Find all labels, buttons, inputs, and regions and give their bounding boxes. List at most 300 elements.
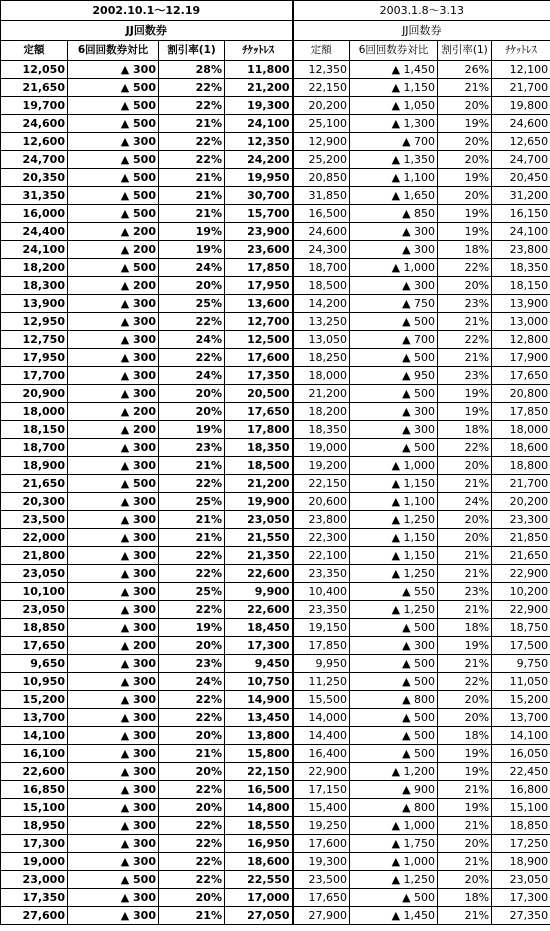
right-ticketless-cell: 11,050: [492, 673, 550, 691]
right-discount-rate-cell: 22%: [438, 439, 492, 457]
table-row: [1, 313, 550, 331]
table-row: [1, 133, 550, 151]
left-fixed-fare-cell: 18,700: [1, 439, 68, 457]
right-ticketless-cell: 13,000: [492, 313, 550, 331]
right-discount-rate-cell: 24%: [438, 493, 492, 511]
table-row: [1, 799, 550, 817]
right-coupon-diff-cell: ▲ 500: [350, 673, 438, 691]
left-coupon-diff-cell: ▲ 500: [68, 205, 159, 223]
left-coupon-diff-cell: ▲ 300: [68, 691, 159, 709]
table-row: [1, 709, 550, 727]
left-fixed-fare-cell: 22,000: [1, 529, 68, 547]
table-row: [1, 637, 550, 655]
table-row: [1, 907, 550, 925]
right-fixed-fare-cell: 17,650: [293, 889, 350, 907]
right-discount-rate-cell: 20%: [438, 511, 492, 529]
right-discount-rate-cell: 20%: [438, 709, 492, 727]
right-fixed-fare-cell: 17,600: [293, 835, 350, 853]
right-ticketless-cell: 21,700: [492, 79, 550, 97]
left-fixed-fare-cell: 22,600: [1, 763, 68, 781]
left-discount-rate-cell: 22%: [159, 349, 225, 367]
right-discount-rate-cell: 21%: [438, 349, 492, 367]
right-ticketless-cell: 31,200: [492, 187, 550, 205]
right-fixed-fare-cell: 12,350: [293, 61, 350, 79]
left-discount-rate-cell: 22%: [159, 601, 225, 619]
fare-table-body: [1, 1, 550, 925]
right-coupon-diff-cell: ▲ 800: [350, 799, 438, 817]
left-ticketless-cell: 18,600: [225, 853, 293, 871]
left-fixed-fare-cell: 15,100: [1, 799, 68, 817]
left-discount-rate-cell: 22%: [159, 835, 225, 853]
table-row: [1, 673, 550, 691]
left-ticketless-cell: 24,100: [225, 115, 293, 133]
right-coupon-diff-cell: ▲ 1,450: [350, 61, 438, 79]
right-discount-rate-cell: 18%: [438, 619, 492, 637]
left-discount-rate-cell: 22%: [159, 709, 225, 727]
left-discount-rate-cell: 19%: [159, 619, 225, 637]
left-ticketless-cell: 17,300: [225, 637, 293, 655]
left-fixed-fare-cell: 17,300: [1, 835, 68, 853]
left-coupon-diff-cell: ▲ 300: [68, 349, 159, 367]
left-discount-rate-cell: 28%: [159, 61, 225, 79]
table-row: [1, 655, 550, 673]
left-fixed-fare-cell: 19,000: [1, 853, 68, 871]
table-row: [1, 223, 550, 241]
left-discount-rate-cell: 22%: [159, 871, 225, 889]
left-coupon-diff-cell: ▲ 300: [68, 565, 159, 583]
right-fixed-fare-cell: 14,000: [293, 709, 350, 727]
right-ticketless-cell: 16,150: [492, 205, 550, 223]
right-fixed-fare-cell: 23,350: [293, 601, 350, 619]
right-ticketless-cell: 22,900: [492, 601, 550, 619]
left-fixed-fare-cell: 23,050: [1, 601, 68, 619]
left-ticketless-cell: 11,800: [225, 61, 293, 79]
table-row: [1, 97, 550, 115]
right-fixed-fare-cell: 15,400: [293, 799, 350, 817]
left-coupon-diff-cell: ▲ 300: [68, 889, 159, 907]
left-discount-rate-cell: 25%: [159, 295, 225, 313]
left-fixed-fare-cell: 13,900: [1, 295, 68, 313]
right-discount-rate-cell: 22%: [438, 259, 492, 277]
right-fixed-fare-cell: 9,950: [293, 655, 350, 673]
right-fixed-fare-cell: 18,700: [293, 259, 350, 277]
left-ticketless-cell: 17,950: [225, 277, 293, 295]
col-header-discount-rate: 割引率(1): [159, 41, 225, 61]
right-coupon-diff-cell: ▲ 1,000: [350, 817, 438, 835]
left-fixed-fare-cell: 20,350: [1, 169, 68, 187]
right-ticketless-cell: 18,000: [492, 421, 550, 439]
right-discount-rate-cell: 20%: [438, 457, 492, 475]
right-discount-rate-cell: 23%: [438, 295, 492, 313]
left-discount-rate-cell: 21%: [159, 187, 225, 205]
column-header-row: [1, 41, 550, 61]
right-coupon-diff-cell: ▲ 1,200: [350, 763, 438, 781]
left-discount-rate-cell: 22%: [159, 817, 225, 835]
right-coupon-diff-cell: ▲ 1,150: [350, 79, 438, 97]
right-ticketless-cell: 18,350: [492, 259, 550, 277]
left-ticketless-cell: 21,350: [225, 547, 293, 565]
right-ticketless-cell: 9,750: [492, 655, 550, 673]
left-coupon-diff-cell: ▲ 300: [68, 61, 159, 79]
right-coupon-diff-cell: ▲ 1,000: [350, 853, 438, 871]
left-fixed-fare-cell: 14,100: [1, 727, 68, 745]
right-ticketless-cell: 10,200: [492, 583, 550, 601]
left-coupon-diff-cell: ▲ 300: [68, 781, 159, 799]
left-fixed-fare-cell: 20,900: [1, 385, 68, 403]
left-fixed-fare-cell: 13,700: [1, 709, 68, 727]
right-discount-rate-cell: 19%: [438, 637, 492, 655]
left-fixed-fare-cell: 24,700: [1, 151, 68, 169]
right-discount-rate-cell: 18%: [438, 727, 492, 745]
right-fixed-fare-cell: 22,900: [293, 763, 350, 781]
right-coupon-diff-cell: ▲ 300: [350, 637, 438, 655]
right-discount-rate-cell: 21%: [438, 817, 492, 835]
left-discount-rate-cell: 22%: [159, 565, 225, 583]
left-discount-rate-cell: 19%: [159, 223, 225, 241]
table-row: [1, 511, 550, 529]
table-row: [1, 835, 550, 853]
right-fixed-fare-cell: 25,200: [293, 151, 350, 169]
left-coupon-diff-cell: ▲ 300: [68, 835, 159, 853]
right-discount-rate-cell: 23%: [438, 367, 492, 385]
right-coupon-diff-cell: ▲ 700: [350, 331, 438, 349]
table-row: [1, 367, 550, 385]
left-date-range: 2002.10.1～12.19: [1, 1, 293, 21]
left-coupon-diff-cell: ▲ 200: [68, 637, 159, 655]
left-coupon-diff-cell: ▲ 500: [68, 871, 159, 889]
table-row: [1, 259, 550, 277]
left-fixed-fare-cell: 27,600: [1, 907, 68, 925]
right-date-range: 2003.1.8～3.13: [293, 1, 550, 21]
right-coupon-diff-cell: ▲ 500: [350, 655, 438, 673]
right-discount-rate-cell: 21%: [438, 547, 492, 565]
left-coupon-diff-cell: ▲ 200: [68, 421, 159, 439]
right-fixed-fare-cell: 13,050: [293, 331, 350, 349]
right-discount-rate-cell: 18%: [438, 889, 492, 907]
right-coupon-diff-cell: ▲ 500: [350, 619, 438, 637]
left-coupon-diff-cell: ▲ 500: [68, 259, 159, 277]
table-row: [1, 79, 550, 97]
left-discount-rate-cell: 25%: [159, 583, 225, 601]
left-coupon-diff-cell: ▲ 300: [68, 709, 159, 727]
left-discount-rate-cell: 21%: [159, 511, 225, 529]
left-coupon-diff-cell: ▲ 300: [68, 457, 159, 475]
right-ticketless-cell: 15,200: [492, 691, 550, 709]
right-coupon-diff-cell: ▲ 1,150: [350, 475, 438, 493]
right-ticketless-cell: 21,650: [492, 547, 550, 565]
table-row: [1, 547, 550, 565]
right-fixed-fare-cell: 23,800: [293, 511, 350, 529]
left-fixed-fare-cell: 16,850: [1, 781, 68, 799]
left-coupon-diff-cell: ▲ 500: [68, 169, 159, 187]
left-discount-rate-cell: 21%: [159, 907, 225, 925]
left-ticketless-cell: 17,350: [225, 367, 293, 385]
left-ticketless-cell: 18,550: [225, 817, 293, 835]
right-ticketless-cell: 18,150: [492, 277, 550, 295]
left-coupon-diff-cell: ▲ 300: [68, 583, 159, 601]
table-row: [1, 727, 550, 745]
right-coupon-diff-cell: ▲ 950: [350, 367, 438, 385]
table-row: [1, 61, 550, 79]
left-coupon-diff-cell: ▲ 200: [68, 241, 159, 259]
left-fixed-fare-cell: 12,750: [1, 331, 68, 349]
right-coupon-diff-cell: ▲ 900: [350, 781, 438, 799]
table-row: [1, 817, 550, 835]
right-fixed-fare-cell: 21,200: [293, 385, 350, 403]
right-coupon-diff-cell: ▲ 500: [350, 727, 438, 745]
left-coupon-diff-cell: ▲ 500: [68, 79, 159, 97]
left-fixed-fare-cell: 23,050: [1, 565, 68, 583]
right-fixed-fare-cell: 22,100: [293, 547, 350, 565]
left-discount-rate-cell: 22%: [159, 79, 225, 97]
right-discount-rate-cell: 19%: [438, 169, 492, 187]
right-discount-rate-cell: 20%: [438, 835, 492, 853]
right-fixed-fare-cell: 19,300: [293, 853, 350, 871]
left-fixed-fare-cell: 21,650: [1, 475, 68, 493]
right-ticketless-cell: 18,750: [492, 619, 550, 637]
right-ticketless-cell: 20,450: [492, 169, 550, 187]
right-fixed-fare-cell: 23,500: [293, 871, 350, 889]
table-row: [1, 277, 550, 295]
left-coupon-diff-cell: ▲ 300: [68, 547, 159, 565]
table-row: [1, 565, 550, 583]
left-coupon-diff-cell: ▲ 300: [68, 799, 159, 817]
right-ticketless-cell: 24,600: [492, 115, 550, 133]
left-discount-rate-cell: 22%: [159, 133, 225, 151]
left-discount-rate-cell: 20%: [159, 277, 225, 295]
left-fixed-fare-cell: 18,950: [1, 817, 68, 835]
right-fixed-fare-cell: 25,100: [293, 115, 350, 133]
left-fixed-fare-cell: 23,000: [1, 871, 68, 889]
left-discount-rate-cell: 20%: [159, 727, 225, 745]
right-discount-rate-cell: 20%: [438, 133, 492, 151]
right-coupon-diff-cell: ▲ 1,100: [350, 493, 438, 511]
right-discount-rate-cell: 21%: [438, 853, 492, 871]
right-fixed-fare-cell: 16,500: [293, 205, 350, 223]
left-fixed-fare-cell: 24,100: [1, 241, 68, 259]
left-fixed-fare-cell: 18,300: [1, 277, 68, 295]
right-fixed-fare-cell: 19,200: [293, 457, 350, 475]
right-coupon-diff-cell: ▲ 1,250: [350, 511, 438, 529]
left-fixed-fare-cell: 31,350: [1, 187, 68, 205]
right-coupon-diff-cell: ▲ 1,050: [350, 97, 438, 115]
right-ticketless-cell: 14,100: [492, 727, 550, 745]
table-row: [1, 457, 550, 475]
right-fixed-fare-cell: 22,150: [293, 79, 350, 97]
left-ticketless-cell: 16,500: [225, 781, 293, 799]
left-discount-rate-cell: 20%: [159, 799, 225, 817]
right-ticketless-cell: 12,800: [492, 331, 550, 349]
left-coupon-diff-cell: ▲ 300: [68, 853, 159, 871]
right-coupon-diff-cell: ▲ 300: [350, 421, 438, 439]
right-fixed-fare-cell: 12,900: [293, 133, 350, 151]
right-group-title: JJ回数券: [293, 21, 550, 41]
left-discount-rate-cell: 24%: [159, 367, 225, 385]
right-ticketless-cell: 17,850: [492, 403, 550, 421]
table-row: [1, 115, 550, 133]
left-coupon-diff-cell: ▲ 300: [68, 331, 159, 349]
right-coupon-diff-cell: ▲ 1,000: [350, 259, 438, 277]
right-discount-rate-cell: 21%: [438, 313, 492, 331]
left-group-title: JJ回数券: [1, 21, 293, 41]
left-ticketless-cell: 23,900: [225, 223, 293, 241]
right-ticketless-cell: 18,800: [492, 457, 550, 475]
table-row: [1, 619, 550, 637]
table-row: [1, 763, 550, 781]
right-coupon-diff-cell: ▲ 550: [350, 583, 438, 601]
right-fixed-fare-cell: 23,350: [293, 565, 350, 583]
left-ticketless-cell: 23,600: [225, 241, 293, 259]
left-fixed-fare-cell: 18,200: [1, 259, 68, 277]
left-discount-rate-cell: 20%: [159, 637, 225, 655]
right-ticketless-cell: 22,450: [492, 763, 550, 781]
left-ticketless-cell: 22,600: [225, 565, 293, 583]
right-coupon-diff-cell: ▲ 500: [350, 439, 438, 457]
left-fixed-fare-cell: 18,900: [1, 457, 68, 475]
left-coupon-diff-cell: ▲ 200: [68, 223, 159, 241]
table-row: [1, 151, 550, 169]
right-fixed-fare-cell: 17,850: [293, 637, 350, 655]
left-fixed-fare-cell: 16,100: [1, 745, 68, 763]
right-coupon-diff-cell: ▲ 1,350: [350, 151, 438, 169]
table-row: [1, 529, 550, 547]
table-row: [1, 385, 550, 403]
right-coupon-diff-cell: ▲ 700: [350, 133, 438, 151]
left-discount-rate-cell: 21%: [159, 457, 225, 475]
right-discount-rate-cell: 19%: [438, 745, 492, 763]
right-discount-rate-cell: 26%: [438, 61, 492, 79]
right-ticketless-cell: 17,300: [492, 889, 550, 907]
left-ticketless-cell: 17,800: [225, 421, 293, 439]
left-fixed-fare-cell: 17,700: [1, 367, 68, 385]
right-ticketless-cell: 23,300: [492, 511, 550, 529]
right-fixed-fare-cell: 19,000: [293, 439, 350, 457]
left-ticketless-cell: 18,450: [225, 619, 293, 637]
right-fixed-fare-cell: 22,150: [293, 475, 350, 493]
right-discount-rate-cell: 21%: [438, 79, 492, 97]
right-coupon-diff-cell: ▲ 1,250: [350, 565, 438, 583]
right-fixed-fare-cell: 31,850: [293, 187, 350, 205]
right-fixed-fare-cell: 24,600: [293, 223, 350, 241]
right-discount-rate-cell: 18%: [438, 421, 492, 439]
right-fixed-fare-cell: 11,250: [293, 673, 350, 691]
left-fixed-fare-cell: 10,100: [1, 583, 68, 601]
left-discount-rate-cell: 22%: [159, 547, 225, 565]
right-ticketless-cell: 24,100: [492, 223, 550, 241]
left-discount-rate-cell: 21%: [159, 115, 225, 133]
left-discount-rate-cell: 20%: [159, 889, 225, 907]
left-coupon-diff-cell: ▲ 300: [68, 673, 159, 691]
left-ticketless-cell: 12,350: [225, 133, 293, 151]
left-ticketless-cell: 9,900: [225, 583, 293, 601]
left-ticketless-cell: 21,200: [225, 79, 293, 97]
left-discount-rate-cell: 22%: [159, 97, 225, 115]
right-ticketless-cell: 13,900: [492, 295, 550, 313]
right-fixed-fare-cell: 19,250: [293, 817, 350, 835]
left-discount-rate-cell: 23%: [159, 655, 225, 673]
left-discount-rate-cell: 20%: [159, 403, 225, 421]
right-fixed-fare-cell: 20,200: [293, 97, 350, 115]
right-ticketless-cell: 27,350: [492, 907, 550, 925]
right-ticketless-cell: 12,650: [492, 133, 550, 151]
right-ticketless-cell: 24,700: [492, 151, 550, 169]
right-discount-rate-cell: 20%: [438, 277, 492, 295]
left-ticketless-cell: 13,600: [225, 295, 293, 313]
right-ticketless-cell: 23,800: [492, 241, 550, 259]
table-row: [1, 421, 550, 439]
left-coupon-diff-cell: ▲ 300: [68, 817, 159, 835]
left-fixed-fare-cell: 17,650: [1, 637, 68, 655]
table-row: [1, 871, 550, 889]
right-ticketless-cell: 20,800: [492, 385, 550, 403]
right-discount-rate-cell: 20%: [438, 97, 492, 115]
table-row: [1, 205, 550, 223]
left-coupon-diff-cell: ▲ 500: [68, 97, 159, 115]
table-row: [1, 889, 550, 907]
left-discount-rate-cell: 25%: [159, 493, 225, 511]
right-discount-rate-cell: 19%: [438, 385, 492, 403]
col-header-coupon-diff: 6回回数券対比: [350, 41, 438, 61]
left-discount-rate-cell: 21%: [159, 205, 225, 223]
right-discount-rate-cell: 21%: [438, 565, 492, 583]
right-coupon-diff-cell: ▲ 500: [350, 349, 438, 367]
right-coupon-diff-cell: ▲ 1,150: [350, 547, 438, 565]
right-coupon-diff-cell: ▲ 500: [350, 889, 438, 907]
right-fixed-fare-cell: 20,850: [293, 169, 350, 187]
left-fixed-fare-cell: 23,500: [1, 511, 68, 529]
right-coupon-diff-cell: ▲ 500: [350, 313, 438, 331]
left-discount-rate-cell: 21%: [159, 745, 225, 763]
right-discount-rate-cell: 20%: [438, 187, 492, 205]
left-ticketless-cell: 17,850: [225, 259, 293, 277]
right-fixed-fare-cell: 18,200: [293, 403, 350, 421]
left-ticketless-cell: 22,150: [225, 763, 293, 781]
left-ticketless-cell: 10,750: [225, 673, 293, 691]
left-fixed-fare-cell: 21,800: [1, 547, 68, 565]
right-discount-rate-cell: 18%: [438, 241, 492, 259]
left-ticketless-cell: 18,350: [225, 439, 293, 457]
right-fixed-fare-cell: 18,250: [293, 349, 350, 367]
right-fixed-fare-cell: 10,400: [293, 583, 350, 601]
left-fixed-fare-cell: 19,700: [1, 97, 68, 115]
left-discount-rate-cell: 22%: [159, 853, 225, 871]
left-discount-rate-cell: 24%: [159, 673, 225, 691]
left-coupon-diff-cell: ▲ 300: [68, 367, 159, 385]
left-discount-rate-cell: 22%: [159, 781, 225, 799]
right-ticketless-cell: 21,700: [492, 475, 550, 493]
right-ticketless-cell: 18,850: [492, 817, 550, 835]
left-ticketless-cell: 13,800: [225, 727, 293, 745]
left-coupon-diff-cell: ▲ 300: [68, 511, 159, 529]
table-row: [1, 169, 550, 187]
left-discount-rate-cell: 23%: [159, 439, 225, 457]
left-coupon-diff-cell: ▲ 300: [68, 655, 159, 673]
right-coupon-diff-cell: ▲ 500: [350, 385, 438, 403]
left-ticketless-cell: 14,800: [225, 799, 293, 817]
right-coupon-diff-cell: ▲ 500: [350, 709, 438, 727]
right-ticketless-cell: 16,050: [492, 745, 550, 763]
left-coupon-diff-cell: ▲ 300: [68, 601, 159, 619]
left-discount-rate-cell: 20%: [159, 763, 225, 781]
right-discount-rate-cell: 21%: [438, 601, 492, 619]
left-discount-rate-cell: 24%: [159, 331, 225, 349]
left-ticketless-cell: 15,700: [225, 205, 293, 223]
left-fixed-fare-cell: 21,650: [1, 79, 68, 97]
right-discount-rate-cell: 22%: [438, 331, 492, 349]
right-coupon-diff-cell: ▲ 800: [350, 691, 438, 709]
right-coupon-diff-cell: ▲ 1,450: [350, 907, 438, 925]
left-ticketless-cell: 19,300: [225, 97, 293, 115]
